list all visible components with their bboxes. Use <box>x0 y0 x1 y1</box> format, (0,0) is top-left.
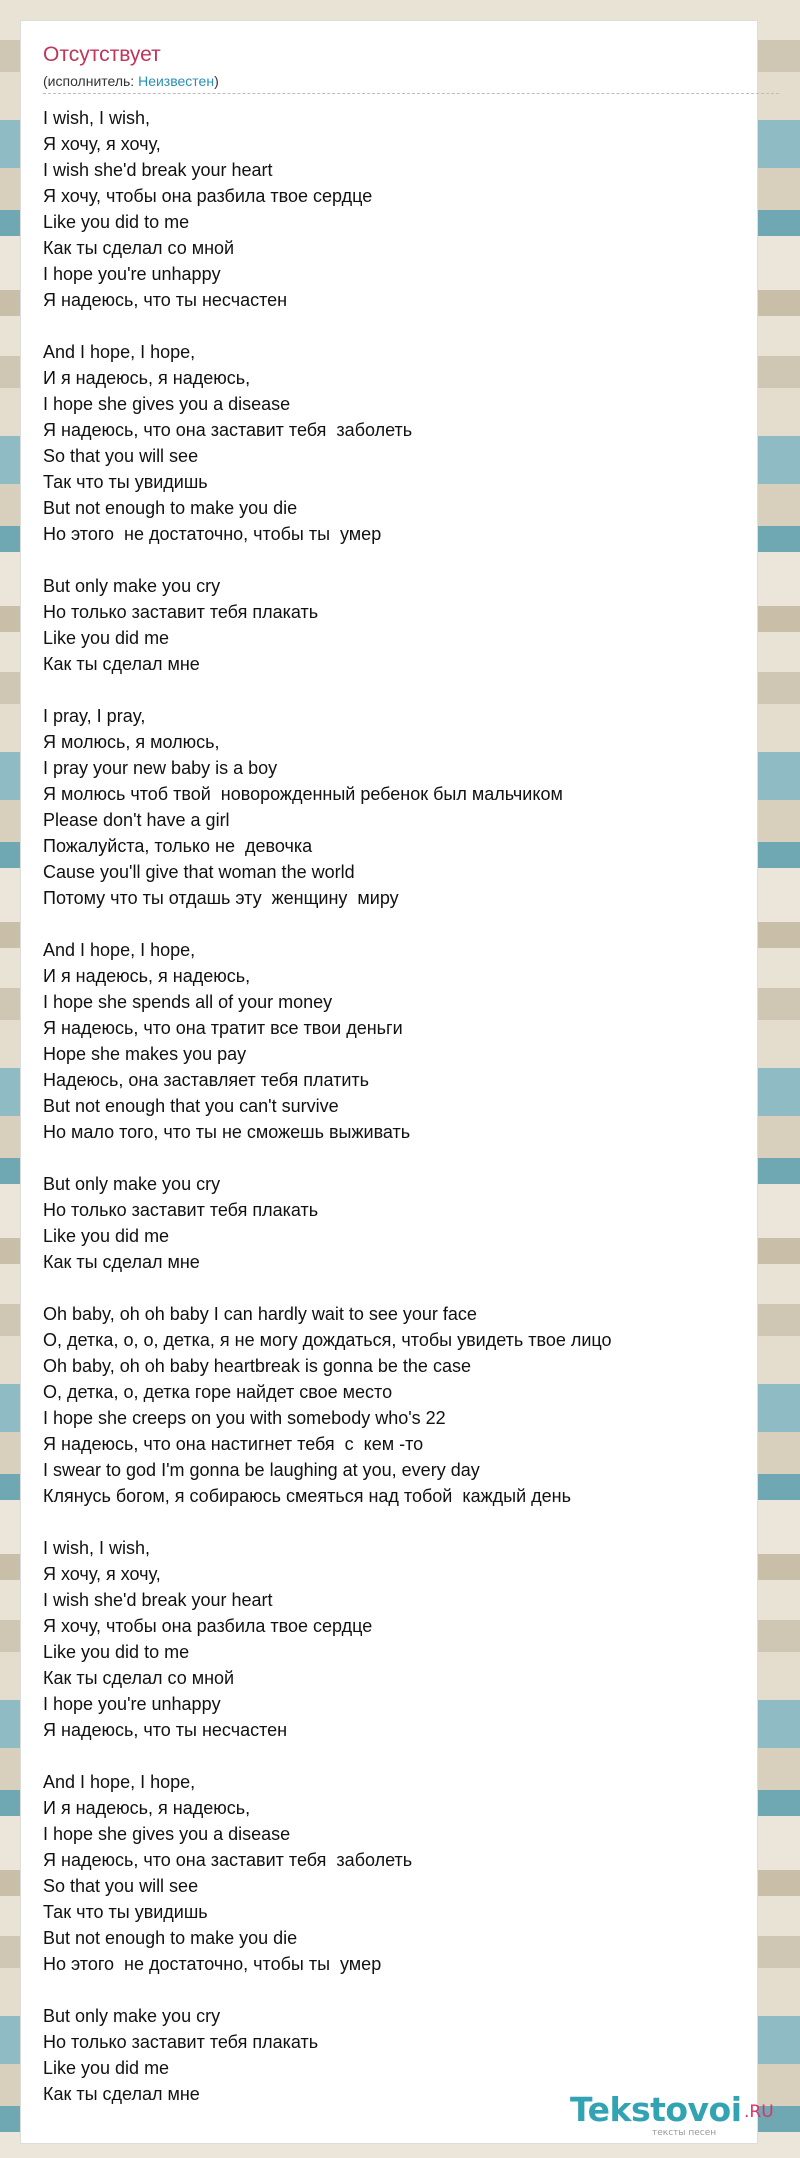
lyric-line: Please don't have a girl <box>43 810 230 830</box>
lyric-line: Cause you'll give that woman the world <box>43 862 355 882</box>
lyric-line: И я надеюсь, я надеюсь, <box>43 1798 251 1818</box>
lyric-line: Но этого не достаточно, чтобы ты умер <box>43 524 382 544</box>
artist-link[interactable]: Неизвестен <box>138 73 215 89</box>
lyric-line: Я надеюсь, что она тратит все твои деньги <box>43 1018 403 1038</box>
stanza-gap <box>43 1743 763 1769</box>
lyric-line: And I hope, I hope, <box>43 1772 196 1792</box>
lyric-line: Как ты сделал мне <box>43 654 200 674</box>
song-title: Отсутствует <box>43 43 161 66</box>
lyric-line: Я хочу, я хочу, <box>43 134 161 154</box>
lyric-line: So that you will see <box>43 1876 199 1896</box>
lyric-line: Так что ты увидишь <box>43 1902 208 1922</box>
logo-tagline: тексты песен <box>652 2128 717 2138</box>
logo-tld: .RU <box>744 2102 774 2122</box>
lyric-line: И я надеюсь, я надеюсь, <box>43 966 251 986</box>
lyric-line: I swear to god I'm gonna be laughing at you, every day <box>43 1460 480 1480</box>
lyric-line: Like you did me <box>43 2058 170 2078</box>
header-divider <box>43 93 779 94</box>
lyric-line: Так что ты увидишь <box>43 472 208 492</box>
lyric-line: But only make you cry <box>43 1174 221 1194</box>
stanza-gap <box>43 547 763 573</box>
lyric-line: But not enough that you can't survive <box>43 1096 339 1116</box>
stanza-gap <box>43 677 763 703</box>
lyric-line: But not enough to make you die <box>43 498 298 518</box>
lyric-line: Я надеюсь, что она настигнет тебя с кем -то <box>43 1434 424 1454</box>
lyric-line: And I hope, I hope, <box>43 342 196 362</box>
lyric-line: Я хочу, чтобы она разбила твое сердце <box>43 186 373 206</box>
lyric-line: Но только заставит тебя плакать <box>43 2032 319 2052</box>
lyric-line: I pray your new baby is a boy <box>43 758 278 778</box>
lyric-line: I pray, I pray, <box>43 706 146 726</box>
stanza-gap <box>43 1509 763 1535</box>
site-logo[interactable] <box>570 2090 780 2144</box>
stanza-gap <box>43 313 763 339</box>
lyric-line: I hope you're unhappy <box>43 264 221 284</box>
lyric-line: Как ты сделал мне <box>43 2084 200 2104</box>
stanza-gap <box>43 1977 763 2003</box>
lyric-line: But not enough to make you die <box>43 1928 298 1948</box>
lyric-line: Я молюсь, я молюсь, <box>43 732 220 752</box>
lyric-line: I hope she spends all of your money <box>43 992 333 1012</box>
stanza-gap <box>43 911 763 937</box>
lyric-line: Oh baby, oh oh baby I can hardly wait to see your face <box>43 1304 477 1324</box>
lyric-line: Я молюсь чтоб твой новорожденный ребенок был мальчиком <box>43 784 563 804</box>
lyric-line: Like you did me <box>43 1226 170 1246</box>
lyric-line: Oh baby, oh oh baby heartbreak is gonna be the case <box>43 1356 471 1376</box>
lyric-line: I wish, I wish, <box>43 1538 151 1558</box>
lyric-line: Но мало того, что ты не сможешь выживать <box>43 1122 411 1142</box>
lyric-line: I hope she gives you a disease <box>43 1824 291 1844</box>
lyric-line: Я надеюсь, что ты несчастен <box>43 1720 288 1740</box>
lyric-line: Как ты сделал со мной <box>43 1668 235 1688</box>
lyric-line: Я хочу, чтобы она разбила твое сердце <box>43 1616 373 1636</box>
lyric-line: I wish she'd break your heart <box>43 160 273 180</box>
lyric-line: Я надеюсь, что она заставит тебя заболеть <box>43 1850 413 1870</box>
stanza-gap <box>43 1145 763 1171</box>
artist-byline <box>43 73 219 89</box>
lyric-line: I wish she'd break your heart <box>43 1590 273 1610</box>
lyric-line: Но только заставит тебя плакать <box>43 1200 319 1220</box>
lyric-line: Но только заставит тебя плакать <box>43 602 319 622</box>
lyric-line: I wish, I wish, <box>43 108 151 128</box>
lyric-line: О, детка, о, детка горе найдет свое место <box>43 1382 393 1402</box>
lyric-line: I hope she gives you a disease <box>43 394 291 414</box>
lyric-line: Like you did me <box>43 628 170 648</box>
lyric-line: Как ты сделал мне <box>43 1252 200 1272</box>
lyrics-body <box>43 105 763 2107</box>
lyric-line: Я надеюсь, что она заставит тебя заболеть <box>43 420 413 440</box>
byline-prefix: (исполнитель: <box>43 73 139 89</box>
byline-suffix: ) <box>214 73 219 89</box>
lyric-line: I hope you're unhappy <box>43 1694 221 1714</box>
lyric-line: Надеюсь, она заставляет тебя платить <box>43 1070 370 1090</box>
lyric-line: Я надеюсь, что ты несчастен <box>43 290 288 310</box>
lyric-line: So that you will see <box>43 446 199 466</box>
lyric-line: Hope she makes you pay <box>43 1044 247 1064</box>
lyrics-card <box>20 20 758 2144</box>
lyric-line: И я надеюсь, я надеюсь, <box>43 368 251 388</box>
lyric-line: Клянусь богом, я собираюсь смеяться над тобой каждый день <box>43 1486 571 1506</box>
lyric-line: Like you did to me <box>43 1642 190 1662</box>
lyric-line: But only make you cry <box>43 2006 221 2026</box>
lyric-line: And I hope, I hope, <box>43 940 196 960</box>
lyric-line: I hope she creeps on you with somebody who's 22 <box>43 1408 446 1428</box>
lyric-line: Like you did to me <box>43 212 190 232</box>
stanza-gap <box>43 1275 763 1301</box>
lyric-line: Как ты сделал со мной <box>43 238 235 258</box>
lyric-line: But only make you cry <box>43 576 221 596</box>
lyric-line: Но этого не достаточно, чтобы ты умер <box>43 1954 382 1974</box>
lyric-line: Я хочу, я хочу, <box>43 1564 161 1584</box>
lyric-line: О, детка, о, о, детка, я не могу дождаться, чтобы увидеть твое лицо <box>43 1330 612 1350</box>
lyric-line: Потому что ты отдашь эту женщину миру <box>43 888 399 908</box>
lyric-line: Пожалуйста, только не девочка <box>43 836 313 856</box>
logo-word: Tekstovoi <box>570 2090 742 2129</box>
